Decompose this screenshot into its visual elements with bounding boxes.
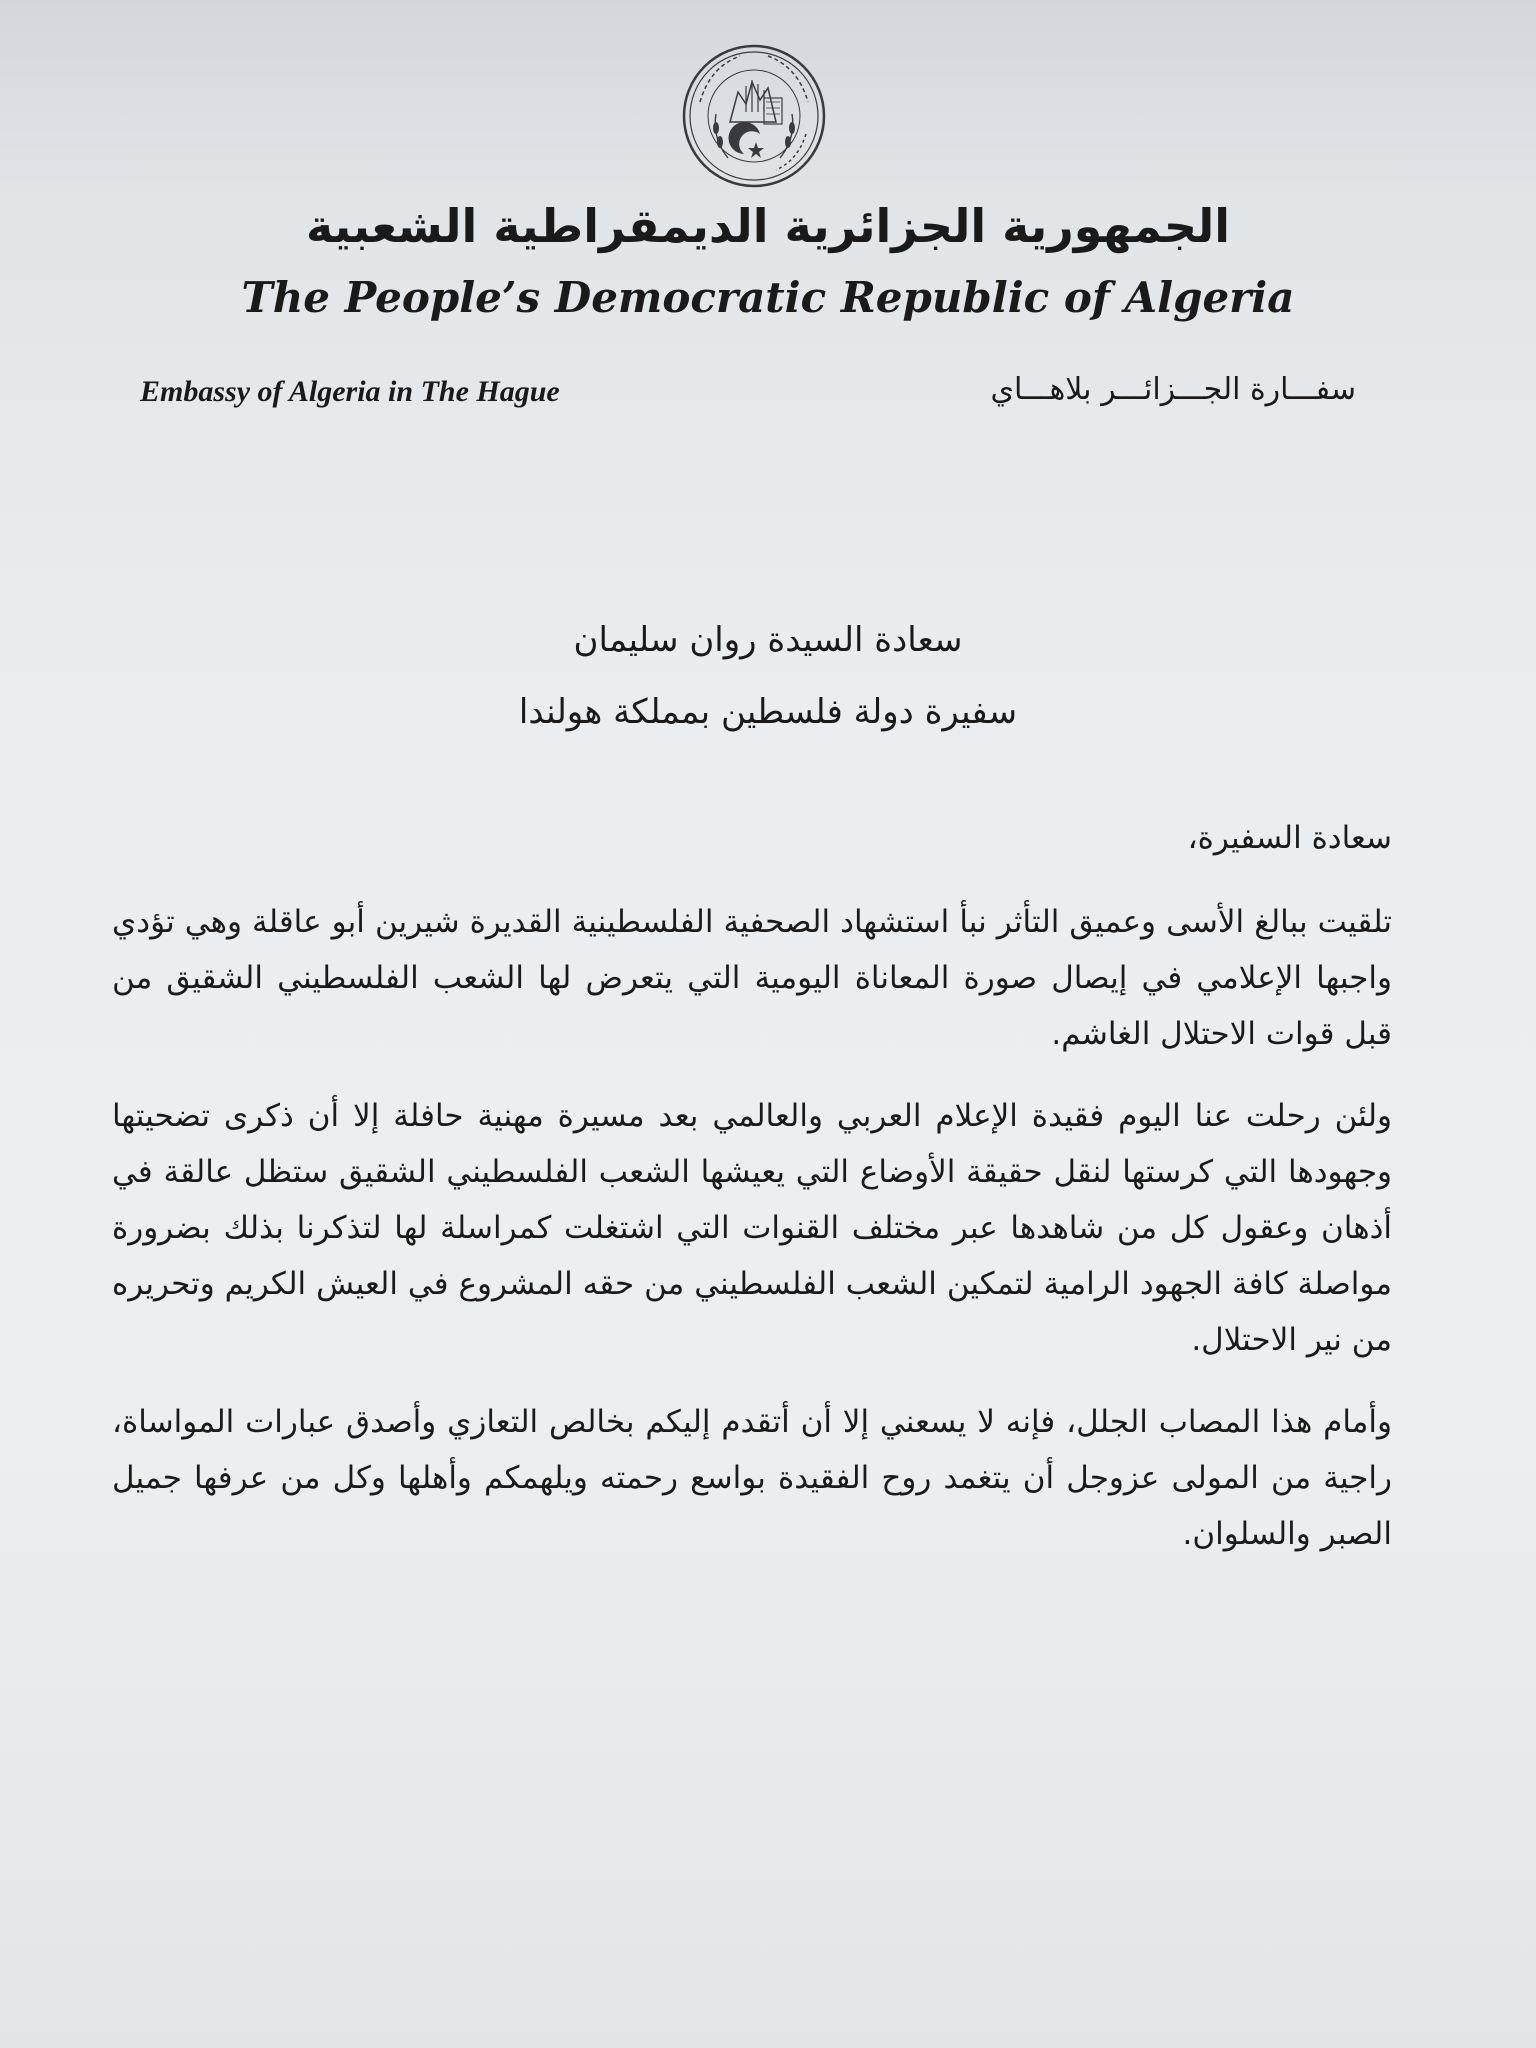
addressee-name: سعادة السيدة روان سليمان (573, 620, 963, 660)
algeria-coat-of-arms-icon (680, 42, 828, 190)
letterhead-title-arabic: الجمهورية الجزائرية الديمقراطية الشعبية (305, 199, 1231, 253)
addressee-block (300, 604, 1236, 748)
paragraph-legacy: ولئن رحلت عنا اليوم فقيدة الإعلام العربي والعالمي بعد مسيرة مهنية حافلة إلا أن ذكرى تضحيتها وجهودها التي كرستها لنقل حقيقة الأوضاع التي يعيشها الشعب الفلسطيني الشقيق ستظل عالقة في أذهان وعقول كل من شاهدها عبر مختلف القنوات التي اشتغلت كمراسلة لها لتذكرنا بذلك بضرورة مواصلة كافة الجهود الرامية لتمكين الشعب الفلسطيني من حقه المشروع في العيش الكريم وتحريره من نير الاحتلال. (112, 1098, 1392, 1358)
embassy-name-arabic: سفـــارة الجـــزائـــر بلاهـــاي (990, 372, 1356, 407)
letter-body (112, 810, 1392, 1588)
letterhead-title-english: The People’s Democratic Republic of Algeria (241, 273, 1295, 322)
paragraph-condolences: وأمام هذا المصاب الجلل، فإنه لا يسعني إلا أن أتقدم إليكم بخالص التعازي وأصدق عبارات المواساة، راجية من المولى عزوجل أن يتغمد روح الفقيدة بواسع رحمته ويلهمكم وأهلها وكل من عرفها جميل الصبر والسلوان. (112, 1404, 1392, 1552)
embassy-name-english: Embassy of Algeria in The Hague (140, 375, 560, 408)
salutation: سعادة السفيرة، (1187, 820, 1392, 856)
paragraph-condolence-news: تلقيت ببالغ الأسى وعميق التأثر نبأ استشهاد الصحفية الفلسطينية القديرة شيرين أبو عاقلة وهي تؤدي واجبها الإعلامي في إيصال صورة المعاناة اليومية التي يتعرض لها الشعب الفلسطيني الشقيق من قبل قوات الاحتلال الغاشم. (112, 904, 1392, 1052)
addressee-position: سفيرة دولة فلسطين بمملكة هولندا (518, 692, 1018, 732)
